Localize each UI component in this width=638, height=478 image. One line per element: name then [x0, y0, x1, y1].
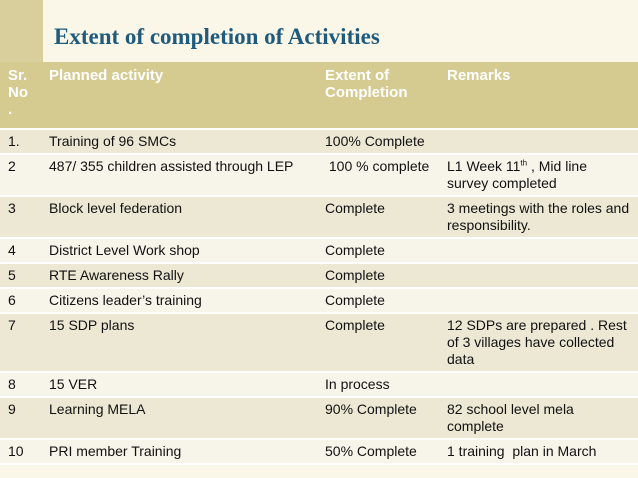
cell-activity: 15 VER — [41, 372, 317, 397]
table-row — [0, 313, 638, 372]
cell-remarks: 12 SDPs are prepared . Rest of 3 villages have collected data — [439, 313, 638, 372]
cell-sr: 2 — [0, 154, 41, 196]
cell-activity: Block level federation — [41, 196, 317, 238]
header-planned-activity: Planned activity — [41, 62, 317, 129]
cell-extent: 100 % complete — [317, 154, 439, 196]
cell-sr: 6 — [0, 288, 41, 313]
table-row — [0, 263, 638, 288]
cell-activity: Citizens leader’s training — [41, 288, 317, 313]
cell-extent: Complete — [317, 238, 439, 263]
cell-remarks — [439, 288, 638, 313]
header-remarks: Remarks — [439, 62, 638, 129]
table-header-row — [0, 62, 638, 129]
header-sr-no: Sr. No . — [0, 62, 41, 129]
cell-remarks: 82 school level mela complete — [439, 397, 638, 439]
cell-extent: 50% Complete — [317, 439, 439, 464]
cell-extent: Complete — [317, 196, 439, 238]
cell-remarks: 3 meetings with the roles and responsibility. — [439, 196, 638, 238]
cell-activity: Learning MELA — [41, 397, 317, 439]
table-row — [0, 439, 638, 464]
cell-sr: 4 — [0, 238, 41, 263]
cell-activity: 15 SDP plans — [41, 313, 317, 372]
cell-extent: 100% Complete — [317, 129, 439, 154]
cell-remarks — [439, 372, 638, 397]
cell-activity: District Level Work shop — [41, 238, 317, 263]
cell-sr: 9 — [0, 397, 41, 439]
cell-extent: Complete — [317, 263, 439, 288]
cell-remarks — [439, 238, 638, 263]
table-row — [0, 154, 638, 196]
table-row — [0, 372, 638, 397]
cell-activity: Training of 96 SMCs — [41, 129, 317, 154]
table-row — [0, 129, 638, 154]
cell-extent: Complete — [317, 313, 439, 372]
activities-table — [0, 62, 638, 465]
table-row — [0, 288, 638, 313]
cell-sr: 7 — [0, 313, 41, 372]
cell-activity: 487/ 355 children assisted through LEP — [41, 154, 317, 196]
header-extent: Extent of Completion — [317, 62, 439, 129]
cell-sr: 8 — [0, 372, 41, 397]
table-row — [0, 196, 638, 238]
cell-sr: 3 — [0, 196, 41, 238]
table-row — [0, 238, 638, 263]
cell-extent: In process — [317, 372, 439, 397]
cell-remarks: 1 training plan in March — [439, 439, 638, 464]
cell-sr: 10 — [0, 439, 41, 464]
cell-extent: Complete — [317, 288, 439, 313]
page-title: Extent of completion of Activities — [54, 24, 380, 49]
cell-sr: 1. — [0, 129, 41, 154]
cell-sr: 5 — [0, 263, 41, 288]
cell-extent: 90% Complete — [317, 397, 439, 439]
cell-remarks: L1 Week 11th , Mid line survey completed — [439, 154, 638, 196]
cell-activity: RTE Awareness Rally — [41, 263, 317, 288]
table-row — [0, 397, 638, 439]
cell-remarks — [439, 129, 638, 154]
cell-remarks — [439, 263, 638, 288]
left-accent-bar — [0, 0, 43, 62]
cell-activity: PRI member Training — [41, 439, 317, 464]
